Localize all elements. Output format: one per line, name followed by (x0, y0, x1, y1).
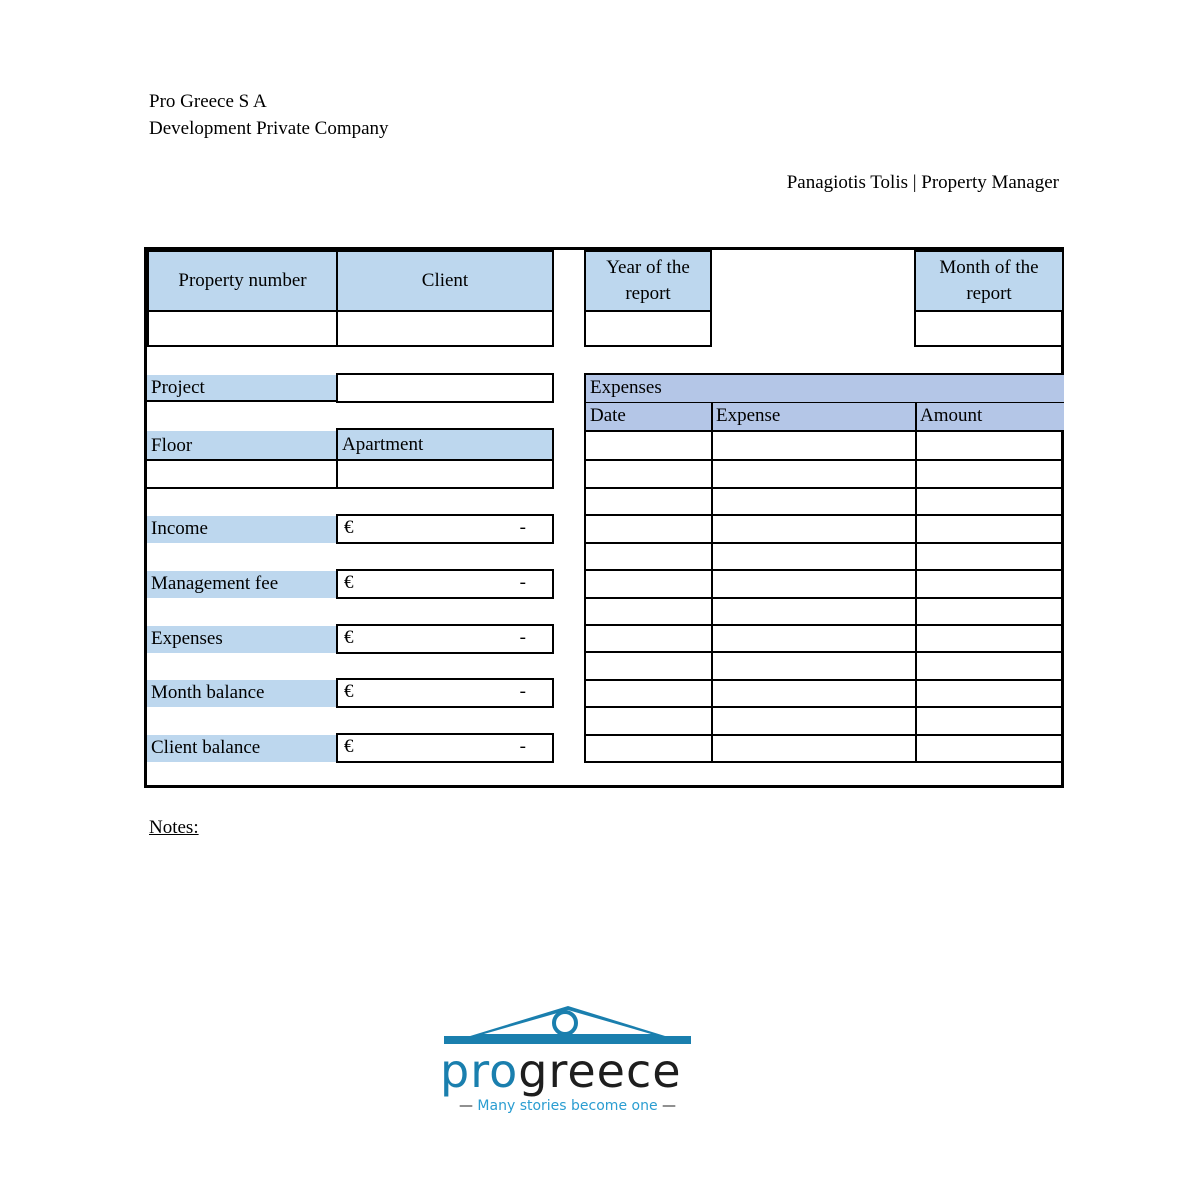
progreece-logo: progreece — Many stories become one — (440, 1000, 695, 1125)
expense-row-divider (584, 542, 1064, 544)
expenses-title: Expenses (586, 375, 1064, 402)
expense-row-divider (584, 651, 1064, 653)
management-fee-field[interactable] (336, 569, 554, 599)
floor-label: Floor (147, 431, 336, 461)
notes-label: Notes: (149, 817, 199, 838)
expenses-col-expense: Expense (712, 403, 916, 430)
year-field[interactable] (584, 310, 712, 347)
income-value: - (519, 517, 526, 538)
expense-row-divider (584, 569, 1064, 571)
client-label: Client (336, 250, 554, 312)
property-number-field[interactable] (147, 310, 338, 347)
logo-tagline: Many stories become one (477, 1098, 658, 1114)
management-fee-label: Management fee (147, 571, 336, 598)
currency-symbol: € (344, 572, 354, 593)
floor-field[interactable] (147, 459, 338, 489)
currency-symbol: € (344, 736, 354, 757)
currency-symbol: € (344, 681, 354, 702)
report-form (144, 247, 1064, 788)
currency-symbol: € (344, 627, 354, 648)
month-field[interactable] (914, 310, 1064, 347)
project-field[interactable] (336, 373, 554, 403)
apartment-field[interactable] (336, 459, 554, 489)
income-label: Income (147, 516, 336, 543)
month-balance-field[interactable] (336, 678, 554, 708)
currency-symbol: € (344, 517, 354, 538)
company-type: Development Private Company (149, 118, 389, 139)
expenses-total-value: - (519, 627, 526, 648)
month-balance-label: Month balance (147, 680, 336, 707)
expenses-col-amount: Amount (916, 403, 1064, 430)
client-balance-field[interactable] (336, 733, 554, 763)
property-number-label: Property number (147, 250, 338, 312)
manager-line: Panagiotis Tolis | Property Manager (786, 172, 1059, 193)
expense-row-divider (584, 514, 1064, 516)
apartment-label: Apartment (336, 428, 554, 461)
year-label: Year of the report (584, 250, 712, 312)
income-field[interactable] (336, 514, 554, 544)
client-balance-value: - (519, 736, 526, 757)
expense-row-divider (584, 459, 1064, 461)
expenses-total-label: Expenses (147, 626, 336, 653)
expenses-total-field[interactable] (336, 624, 554, 654)
expense-row-divider (584, 706, 1064, 708)
expenses-col-date: Date (586, 403, 712, 430)
month-balance-value: - (519, 681, 526, 702)
expense-row-divider (584, 624, 1064, 626)
expense-row-divider (584, 734, 1064, 736)
logo-greece: greece (518, 1044, 682, 1098)
client-field[interactable] (336, 310, 554, 347)
project-label: Project (147, 375, 336, 402)
logo-pro: pro (440, 1044, 519, 1098)
client-balance-label: Client balance (147, 735, 336, 762)
company-name: Pro Greece S A (149, 91, 267, 112)
management-fee-value: - (519, 572, 526, 593)
expense-row-divider (584, 597, 1064, 599)
month-label: Month of the report (914, 250, 1064, 312)
expense-row-divider (584, 679, 1064, 681)
expense-row-divider (584, 487, 1064, 489)
expenses-table (584, 373, 1064, 763)
